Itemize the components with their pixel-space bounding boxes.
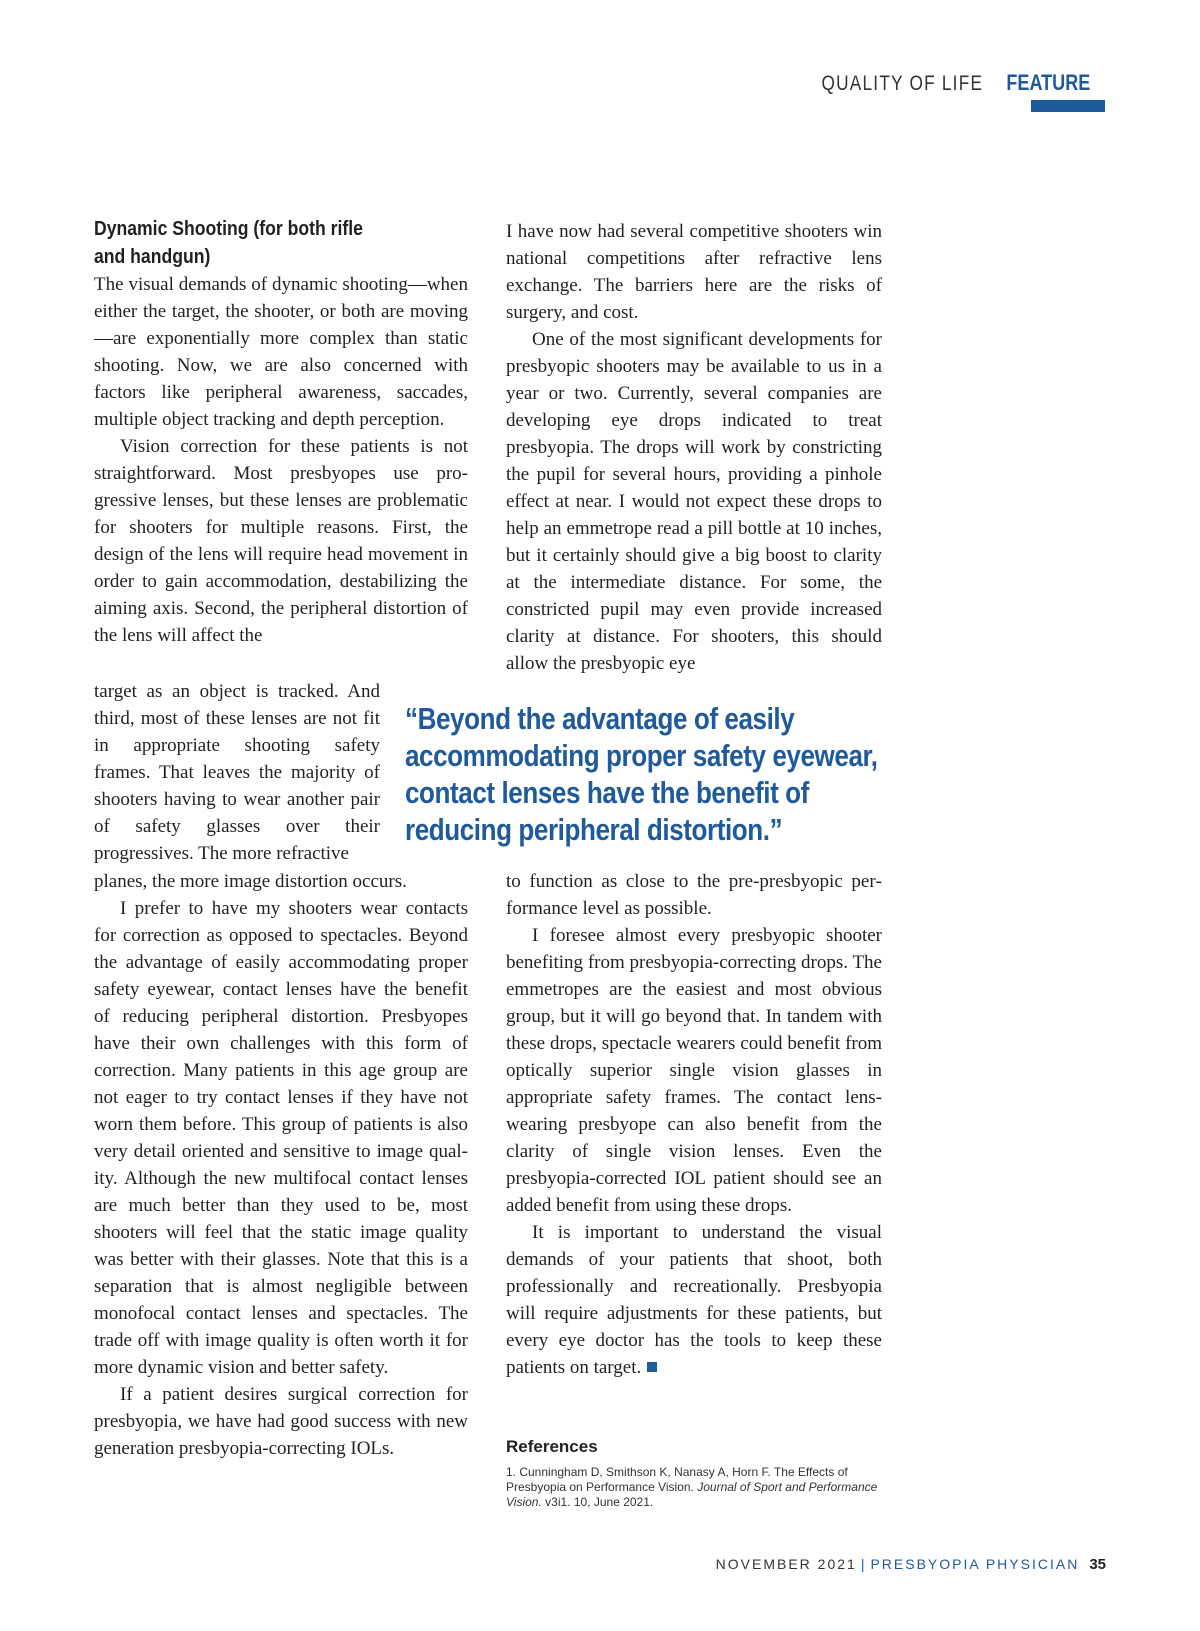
feature-label: FEATURE: [1006, 70, 1090, 95]
reference-volume-date: v3i1. 10, June 2021.: [541, 1495, 654, 1509]
paragraph-final: [506, 1219, 882, 1381]
references: [506, 1437, 882, 1510]
reference-item: [506, 1465, 882, 1510]
left-column-top: [94, 215, 468, 649]
right-column-bottom: [506, 868, 882, 1381]
page-footer: [716, 1556, 1106, 1573]
section-header: [786, 70, 1090, 96]
right-column-top: [506, 218, 882, 677]
publication-name: PRESBYOPIA PHYSICIAN: [870, 1556, 1080, 1572]
final-paragraph-text: It is important to understand the visual demands of your patients that shoot, both professionally and recreationally. Presbyopia will require adjustments for these patients, but every eye doctor has the tools to keep these patients on target.: [506, 1222, 882, 1378]
left-column-narrow: [94, 678, 380, 867]
section-label: QUALITY OF LIFE: [821, 72, 984, 95]
reference-authors-title: 1. Cunningham D, Smithson K, Nanasy A, Horn F. The Effects of Presbyopia on Performance Vision.: [506, 1465, 848, 1494]
paragraph: I have now had several competitive shooters win national competitions after refractive lens exchange. The barriers here are the risks of surgery, and cost.: [506, 221, 882, 323]
footer-separator: |: [860, 1556, 867, 1572]
issue-date: NOVEMBER 2021: [715, 1556, 857, 1572]
pull-quote: “Beyond the advantage of easily accommodating proper safety eyewear, contact lenses have the benefit of reducing peripheral distortion.”: [405, 701, 878, 847]
page-number: 35: [1089, 1556, 1106, 1573]
paragraph: I prefer to have my shooters wear contacts for correction as opposed to spectacles. Beyond the advantage of easily accommodating proper safety eyewear, contact lenses have the benefit of reducing peripheral distortion. Presbyopes have their own challenges with this form of correction. Many patients in this age group are not eager to try contact lenses if they have not worn them before. This group of patients is also very detail oriented and sensitive to image quality. Although the new multifocal contact lenses are much better than they used to be, most shooters will feel that the static image quality was better with their glasses. Note that this is a separation that is almost negligible between monofocal contact lenses and spectacles. The trade off with image quality is often worth it for more dynamic vision and better safety.: [94, 898, 468, 1378]
paragraph: The visual demands of dynamic shooting—when either the target, the shooter, or both are moving—are exponentially more complex than static shooting. Now, we are also concerned with factors like peripheral awareness, saccades, multiple object tracking and depth perception.: [94, 274, 468, 430]
paragraph: I foresee almost every presbyopic shooter benefiting from presbyopia-correcting drops. The emmetropes are the easiest and most obvious group, but it will go beyond that. In tandem with these drops, spectacle wearers could benefit from optically superior single vision glasses in appropriate safety frames. The contact lens-wearing presbyope can also benefit from the clarity of single vision lenses. Even the presbyopia-corrected IOL patient should see an added benefit from using these drops.: [506, 925, 882, 1216]
references-title: References: [506, 1437, 598, 1456]
header-accent-bar: [1031, 100, 1105, 112]
subhead-dynamic-shooting: Dynamic Shooting (for both rifle and handgun): [94, 218, 363, 268]
paragraph: Vision correction for these patients is not straightforward. Most presbyopes use progressive lenses, but these lenses are problematic for shooters for multiple reasons. First, the design of the lens will require head movement in order to gain accommodation, destabilizing the aiming axis. Second, the peripheral distortion of the lens will affect the: [94, 436, 468, 646]
paragraph: One of the most significant developments for presbyopic shooters may be available to us in a year or two. Currently, several companies are developing eye drops indicated to treat presbyopia. The drops will work by constricting the pupil for several hours, providing a pinhole effect at near. I would not expect these drops to help an emmetrope read a pill bottle at 10 inches, but it certainly should give a big boost to clarity at the intermediate distance. For some, the constricted pupil may even provide increased clarity at distance. For shooters, this should allow the presbyopic eye: [506, 329, 882, 674]
paragraph-continued: planes, the more image distortion occurs.: [94, 871, 407, 892]
reference-journal: Journal of Sport and Performance Vision.: [506, 1480, 878, 1509]
paragraph-continued: target as an object is tracked. And third, most of these lenses are not fit in appropriate shooting safety frames. That leaves the majority of shooters having to wear another pair of safety glasses over their progressives. The more refractive: [94, 681, 380, 864]
paragraph-continued: to function as close to the pre-presbyopic performance level as possible.: [506, 871, 882, 919]
end-mark-icon: [647, 1362, 657, 1372]
paragraph: If a patient desires surgical correction for presbyopia, we have had good success with new generation presbyopia-correcting IOLs.: [94, 1384, 468, 1459]
left-column-bottom: [94, 868, 468, 1462]
